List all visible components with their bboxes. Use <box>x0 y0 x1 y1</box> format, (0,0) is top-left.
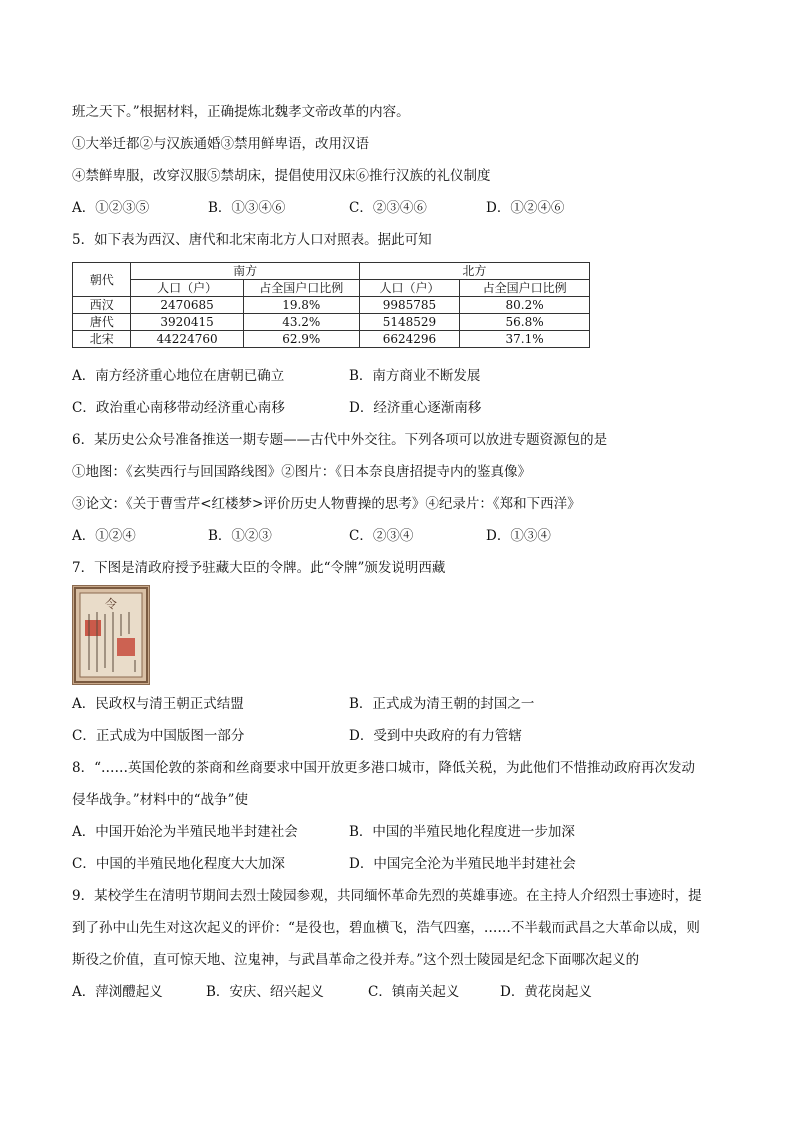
table-subheader-south-pop: 人口（户） <box>131 280 243 297</box>
q9-option-a[interactable]: A．萍浏醴起义 <box>72 984 163 1000</box>
row-north-pop: 9985785 <box>359 297 459 314</box>
row-dynasty: 北宋 <box>73 331 131 348</box>
table-subheader-south-ratio: 占全国户口比例 <box>243 280 359 297</box>
q8-stem-line2: 侵华战争。”材料中的“战争”使 <box>72 792 248 808</box>
q4-option-a[interactable]: A．①②③⑤ <box>72 200 150 216</box>
q7-option-d[interactable]: D．受到中央政府的有力管辖 <box>349 728 522 744</box>
q8-option-a[interactable]: A．中国开始沦为半殖民地半封建社会 <box>72 824 298 840</box>
q9-stem-line2: 到了孙中山先生对这次起义的评价：“是役也，碧血横飞，浩气四塞，……不半载而武昌之大革命以成，则 <box>72 920 700 936</box>
row-south-ratio: 62.9% <box>243 331 359 348</box>
table-row <box>73 297 590 314</box>
q7-option-b[interactable]: B．正式成为清王朝的封国之一 <box>349 696 535 712</box>
q8-stem-line1: 8．“……英国伦敦的茶商和丝商要求中国开放更多港口城市，降低关税，为此他们不惜推动政府再次发动 <box>72 760 695 776</box>
q6-option-c[interactable]: C．②③④ <box>349 528 414 544</box>
q8-option-b[interactable]: B．中国的半殖民地化程度进一步加深 <box>349 824 575 840</box>
table-header-dynasty: 朝代 <box>73 263 131 297</box>
row-south-pop: 2470685 <box>131 297 243 314</box>
table-subheader-north-pop: 人口（户） <box>359 280 459 297</box>
q4-option-c[interactable]: C．②③④⑥ <box>349 200 427 216</box>
command-token-image <box>72 585 150 685</box>
q9-option-c[interactable]: C．镇南关起义 <box>368 984 460 1000</box>
q9-stem-line1: 9．某校学生在清明节期间去烈士陵园参观，共同缅怀革命先烈的英雄事迹。在主持人介绍烈士事迹时，提 <box>72 888 702 904</box>
q9-option-b[interactable]: B．安庆、绍兴起义 <box>206 984 324 1000</box>
q8-option-c[interactable]: C．中国的半殖民地化程度大大加深 <box>72 856 285 872</box>
row-south-pop: 44224760 <box>131 331 243 348</box>
row-dynasty: 西汉 <box>73 297 131 314</box>
q4-option-b[interactable]: B．①③④⑥ <box>208 200 286 216</box>
q4-continuation: 班之天下。”根据材料，正确提炼北魏孝文帝改革的内容。 <box>72 104 410 120</box>
q7-stem: 7．下图是清政府授予驻藏大臣的令牌。此“令牌”颁发说明西藏 <box>72 560 446 576</box>
table-row <box>73 331 590 348</box>
q5-stem: 5．如下表为西汉、唐代和北宋南北方人口对照表。据此可知 <box>72 232 432 248</box>
table-header-south: 南方 <box>131 263 359 280</box>
q7-option-a[interactable]: A．民政权与清王朝正式结盟 <box>72 696 244 712</box>
token-title-glyph: 令 <box>104 597 118 611</box>
table-row <box>73 314 590 331</box>
row-south-ratio: 43.2% <box>243 314 359 331</box>
q5-option-c[interactable]: C．政治重心南移带动经济重心南移 <box>72 400 285 416</box>
q6-items-line1: ①地图：《玄奘西行与回国路线图》②图片：《日本奈良唐招提寺内的鉴真像》 <box>72 464 531 480</box>
row-dynasty: 唐代 <box>73 314 131 331</box>
q5-option-b[interactable]: B．南方商业不断发展 <box>349 368 481 384</box>
q4-items-line1: ①大举迁都②与汉族通婚③禁用鲜卑语，改用汉语 <box>72 136 369 152</box>
row-south-ratio: 19.8% <box>243 297 359 314</box>
q9-stem-line3: 斯役之价值，直可惊天地、泣鬼神，与武昌革命之役并寿。”这个烈士陵园是纪念下面哪次起义的 <box>72 952 640 968</box>
row-north-ratio: 37.1% <box>460 331 590 348</box>
q6-items-line2: ③论文：《关于曹雪芹<红楼梦>评价历史人物曹操的思考》④纪录片：《郑和下西洋》 <box>72 496 581 512</box>
q6-option-a[interactable]: A．①②④ <box>72 528 136 544</box>
row-south-pop: 3920415 <box>131 314 243 331</box>
row-north-ratio: 56.8% <box>460 314 590 331</box>
q6-option-d[interactable]: D．①③④ <box>486 528 551 544</box>
q5-option-a[interactable]: A．南方经济重心地位在唐朝已确立 <box>72 368 285 384</box>
q9-option-d[interactable]: D．黄花岗起义 <box>500 984 592 1000</box>
row-north-pop: 6624296 <box>359 331 459 348</box>
q4-items-line2: ④禁鲜卑服，改穿汉服⑤禁胡床，提倡使用汉床⑥推行汉族的礼仪制度 <box>72 168 491 184</box>
row-north-ratio: 80.2% <box>460 297 590 314</box>
q4-option-d[interactable]: D．①②④⑥ <box>486 200 565 216</box>
table-header-north: 北方 <box>359 263 589 280</box>
table-subheader-north-ratio: 占全国户口比例 <box>460 280 590 297</box>
row-north-pop: 5148529 <box>359 314 459 331</box>
token-illustration <box>73 586 149 684</box>
q5-option-d[interactable]: D．经济重心逐渐南移 <box>349 400 482 416</box>
q7-option-c[interactable]: C．正式成为中国版图一部分 <box>72 728 245 744</box>
q8-option-d[interactable]: D．中国完全沦为半殖民地半封建社会 <box>349 856 576 872</box>
population-table <box>72 262 590 348</box>
q6-option-b[interactable]: B．①②③ <box>208 528 272 544</box>
q6-stem: 6．某历史公众号准备推送一期专题——古代中外交往。下列各项可以放进专题资源包的是 <box>72 432 608 448</box>
